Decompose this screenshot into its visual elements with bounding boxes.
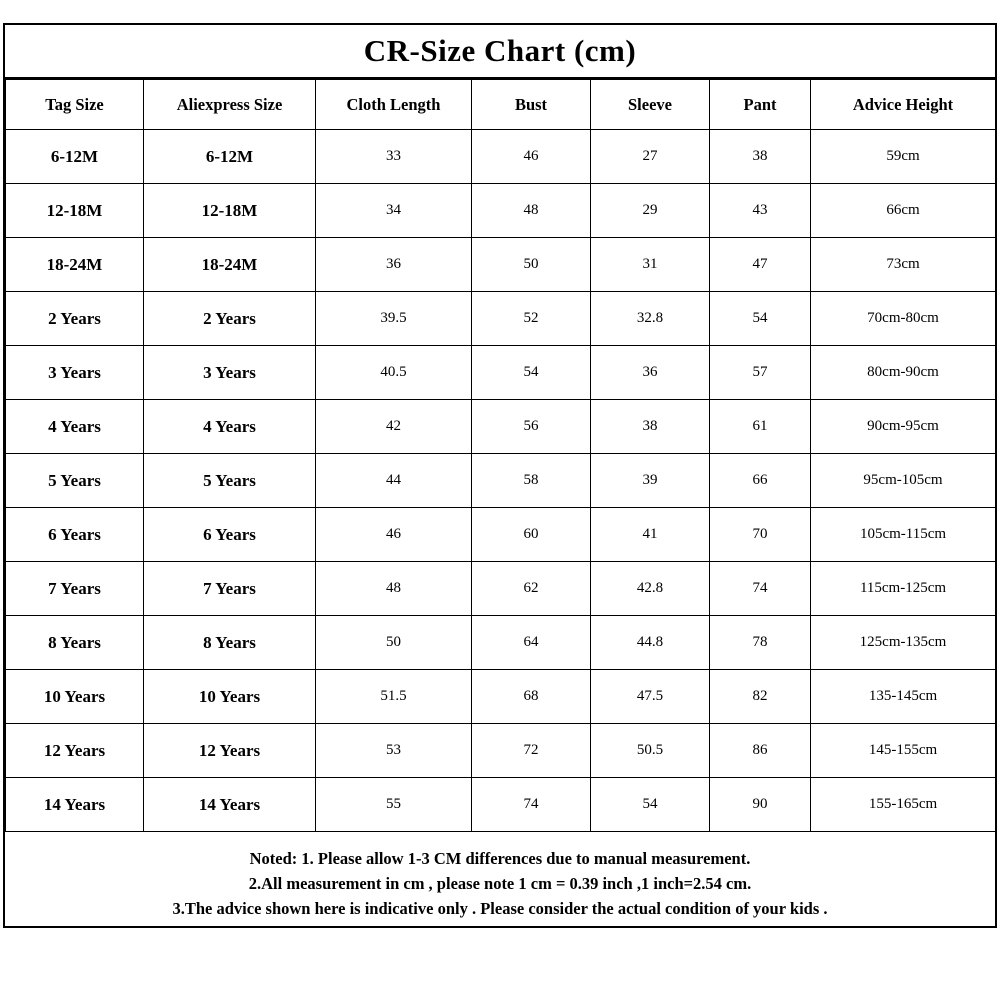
cell-cloth-length: 48 [316, 562, 472, 616]
table-row [6, 292, 996, 346]
cell-sleeve: 47.5 [591, 670, 710, 724]
table-row [6, 778, 996, 832]
cell-aliexpress-size: 7 Years [144, 562, 316, 616]
cell-aliexpress-size: 12-18M [144, 184, 316, 238]
cell-tag-size: 7 Years [6, 562, 144, 616]
cell-bust: 62 [472, 562, 591, 616]
note-line-3: 3.The advice shown here is indicative only . Please consider the actual condition of your kids . [172, 899, 828, 918]
cell-aliexpress-size: 12 Years [144, 724, 316, 778]
cell-advice-height: 90cm-95cm [811, 400, 996, 454]
cell-advice-height: 155-165cm [811, 778, 996, 832]
cell-tag-size: 6-12M [6, 130, 144, 184]
cell-pant: 38 [710, 130, 811, 184]
table-row [6, 724, 996, 778]
cell-pant: 78 [710, 616, 811, 670]
cell-pant: 66 [710, 454, 811, 508]
table-row [6, 616, 996, 670]
cell-bust: 68 [472, 670, 591, 724]
cell-aliexpress-size: 6-12M [144, 130, 316, 184]
column-header-advice-height: Advice Height [811, 80, 996, 130]
cell-aliexpress-size: 4 Years [144, 400, 316, 454]
table-row [6, 130, 996, 184]
cell-cloth-length: 51.5 [316, 670, 472, 724]
cell-tag-size: 3 Years [6, 346, 144, 400]
column-header-sleeve: Sleeve [591, 80, 710, 130]
cell-advice-height: 145-155cm [811, 724, 996, 778]
cell-pant: 90 [710, 778, 811, 832]
cell-tag-size: 18-24M [6, 238, 144, 292]
cell-sleeve: 36 [591, 346, 710, 400]
cell-tag-size: 6 Years [6, 508, 144, 562]
cell-tag-size: 4 Years [6, 400, 144, 454]
cell-bust: 74 [472, 778, 591, 832]
cell-aliexpress-size: 8 Years [144, 616, 316, 670]
cell-bust: 48 [472, 184, 591, 238]
cell-cloth-length: 42 [316, 400, 472, 454]
cell-advice-height: 135-145cm [811, 670, 996, 724]
cell-advice-height: 125cm-135cm [811, 616, 996, 670]
cell-tag-size: 2 Years [6, 292, 144, 346]
cell-sleeve: 41 [591, 508, 710, 562]
cell-pant: 74 [710, 562, 811, 616]
cell-advice-height: 95cm-105cm [811, 454, 996, 508]
cell-bust: 72 [472, 724, 591, 778]
cell-cloth-length: 55 [316, 778, 472, 832]
cell-tag-size: 12-18M [6, 184, 144, 238]
cell-aliexpress-size: 6 Years [144, 508, 316, 562]
table-row [6, 454, 996, 508]
table-row [6, 238, 996, 292]
notes-section [5, 832, 995, 921]
table-body [6, 130, 996, 832]
cell-bust: 52 [472, 292, 591, 346]
cell-cloth-length: 34 [316, 184, 472, 238]
cell-pant: 86 [710, 724, 811, 778]
cell-sleeve: 31 [591, 238, 710, 292]
cell-advice-height: 70cm-80cm [811, 292, 996, 346]
cell-sleeve: 39 [591, 454, 710, 508]
cell-aliexpress-size: 18-24M [144, 238, 316, 292]
cell-advice-height: 66cm [811, 184, 996, 238]
cell-bust: 64 [472, 616, 591, 670]
cell-tag-size: 8 Years [6, 616, 144, 670]
cell-pant: 61 [710, 400, 811, 454]
cell-sleeve: 29 [591, 184, 710, 238]
table-header [6, 80, 996, 130]
cell-bust: 58 [472, 454, 591, 508]
cell-sleeve: 27 [591, 130, 710, 184]
cell-aliexpress-size: 10 Years [144, 670, 316, 724]
column-header-aliexpress-size: Aliexpress Size [144, 80, 316, 130]
cell-sleeve: 54 [591, 778, 710, 832]
cell-advice-height: 105cm-115cm [811, 508, 996, 562]
cell-bust: 46 [472, 130, 591, 184]
cell-bust: 60 [472, 508, 591, 562]
cell-pant: 47 [710, 238, 811, 292]
cell-cloth-length: 53 [316, 724, 472, 778]
cell-cloth-length: 40.5 [316, 346, 472, 400]
cell-advice-height: 115cm-125cm [811, 562, 996, 616]
table-row [6, 508, 996, 562]
size-chart-sheet [3, 23, 997, 928]
note-line-2: 2.All measurement in cm , please note 1 cm = 0.39 inch ,1 inch=2.54 cm. [248, 874, 752, 893]
column-header-bust: Bust [472, 80, 591, 130]
cell-bust: 56 [472, 400, 591, 454]
cell-aliexpress-size: 14 Years [144, 778, 316, 832]
cell-sleeve: 32.8 [591, 292, 710, 346]
cell-aliexpress-size: 3 Years [144, 346, 316, 400]
table-row [6, 562, 996, 616]
cell-tag-size: 10 Years [6, 670, 144, 724]
table-header-row [6, 80, 996, 130]
table-row [6, 346, 996, 400]
cell-pant: 70 [710, 508, 811, 562]
cell-sleeve: 42.8 [591, 562, 710, 616]
cell-cloth-length: 50 [316, 616, 472, 670]
column-header-tag-size: Tag Size [6, 80, 144, 130]
cell-pant: 57 [710, 346, 811, 400]
cell-advice-height: 73cm [811, 238, 996, 292]
column-header-cloth-length: Cloth Length [316, 80, 472, 130]
table-row [6, 670, 996, 724]
cell-advice-height: 59cm [811, 130, 996, 184]
column-header-pant: Pant [710, 80, 811, 130]
cell-aliexpress-size: 5 Years [144, 454, 316, 508]
chart-title-row [5, 25, 995, 79]
cell-aliexpress-size: 2 Years [144, 292, 316, 346]
table-row [6, 400, 996, 454]
cell-tag-size: 12 Years [6, 724, 144, 778]
cell-bust: 54 [472, 346, 591, 400]
cell-cloth-length: 36 [316, 238, 472, 292]
cell-cloth-length: 33 [316, 130, 472, 184]
cell-sleeve: 50.5 [591, 724, 710, 778]
table-row [6, 184, 996, 238]
cell-sleeve: 44.8 [591, 616, 710, 670]
note-line-1: Noted: 1. Please allow 1-3 CM differences due to manual measurement. [249, 849, 751, 868]
page-title: CR-Size Chart (cm) [363, 33, 637, 68]
cell-cloth-length: 44 [316, 454, 472, 508]
cell-sleeve: 38 [591, 400, 710, 454]
size-chart-table [5, 79, 996, 832]
cell-pant: 82 [710, 670, 811, 724]
cell-pant: 54 [710, 292, 811, 346]
cell-bust: 50 [472, 238, 591, 292]
cell-tag-size: 5 Years [6, 454, 144, 508]
cell-advice-height: 80cm-90cm [811, 346, 996, 400]
cell-cloth-length: 46 [316, 508, 472, 562]
cell-pant: 43 [710, 184, 811, 238]
cell-tag-size: 14 Years [6, 778, 144, 832]
cell-cloth-length: 39.5 [316, 292, 472, 346]
